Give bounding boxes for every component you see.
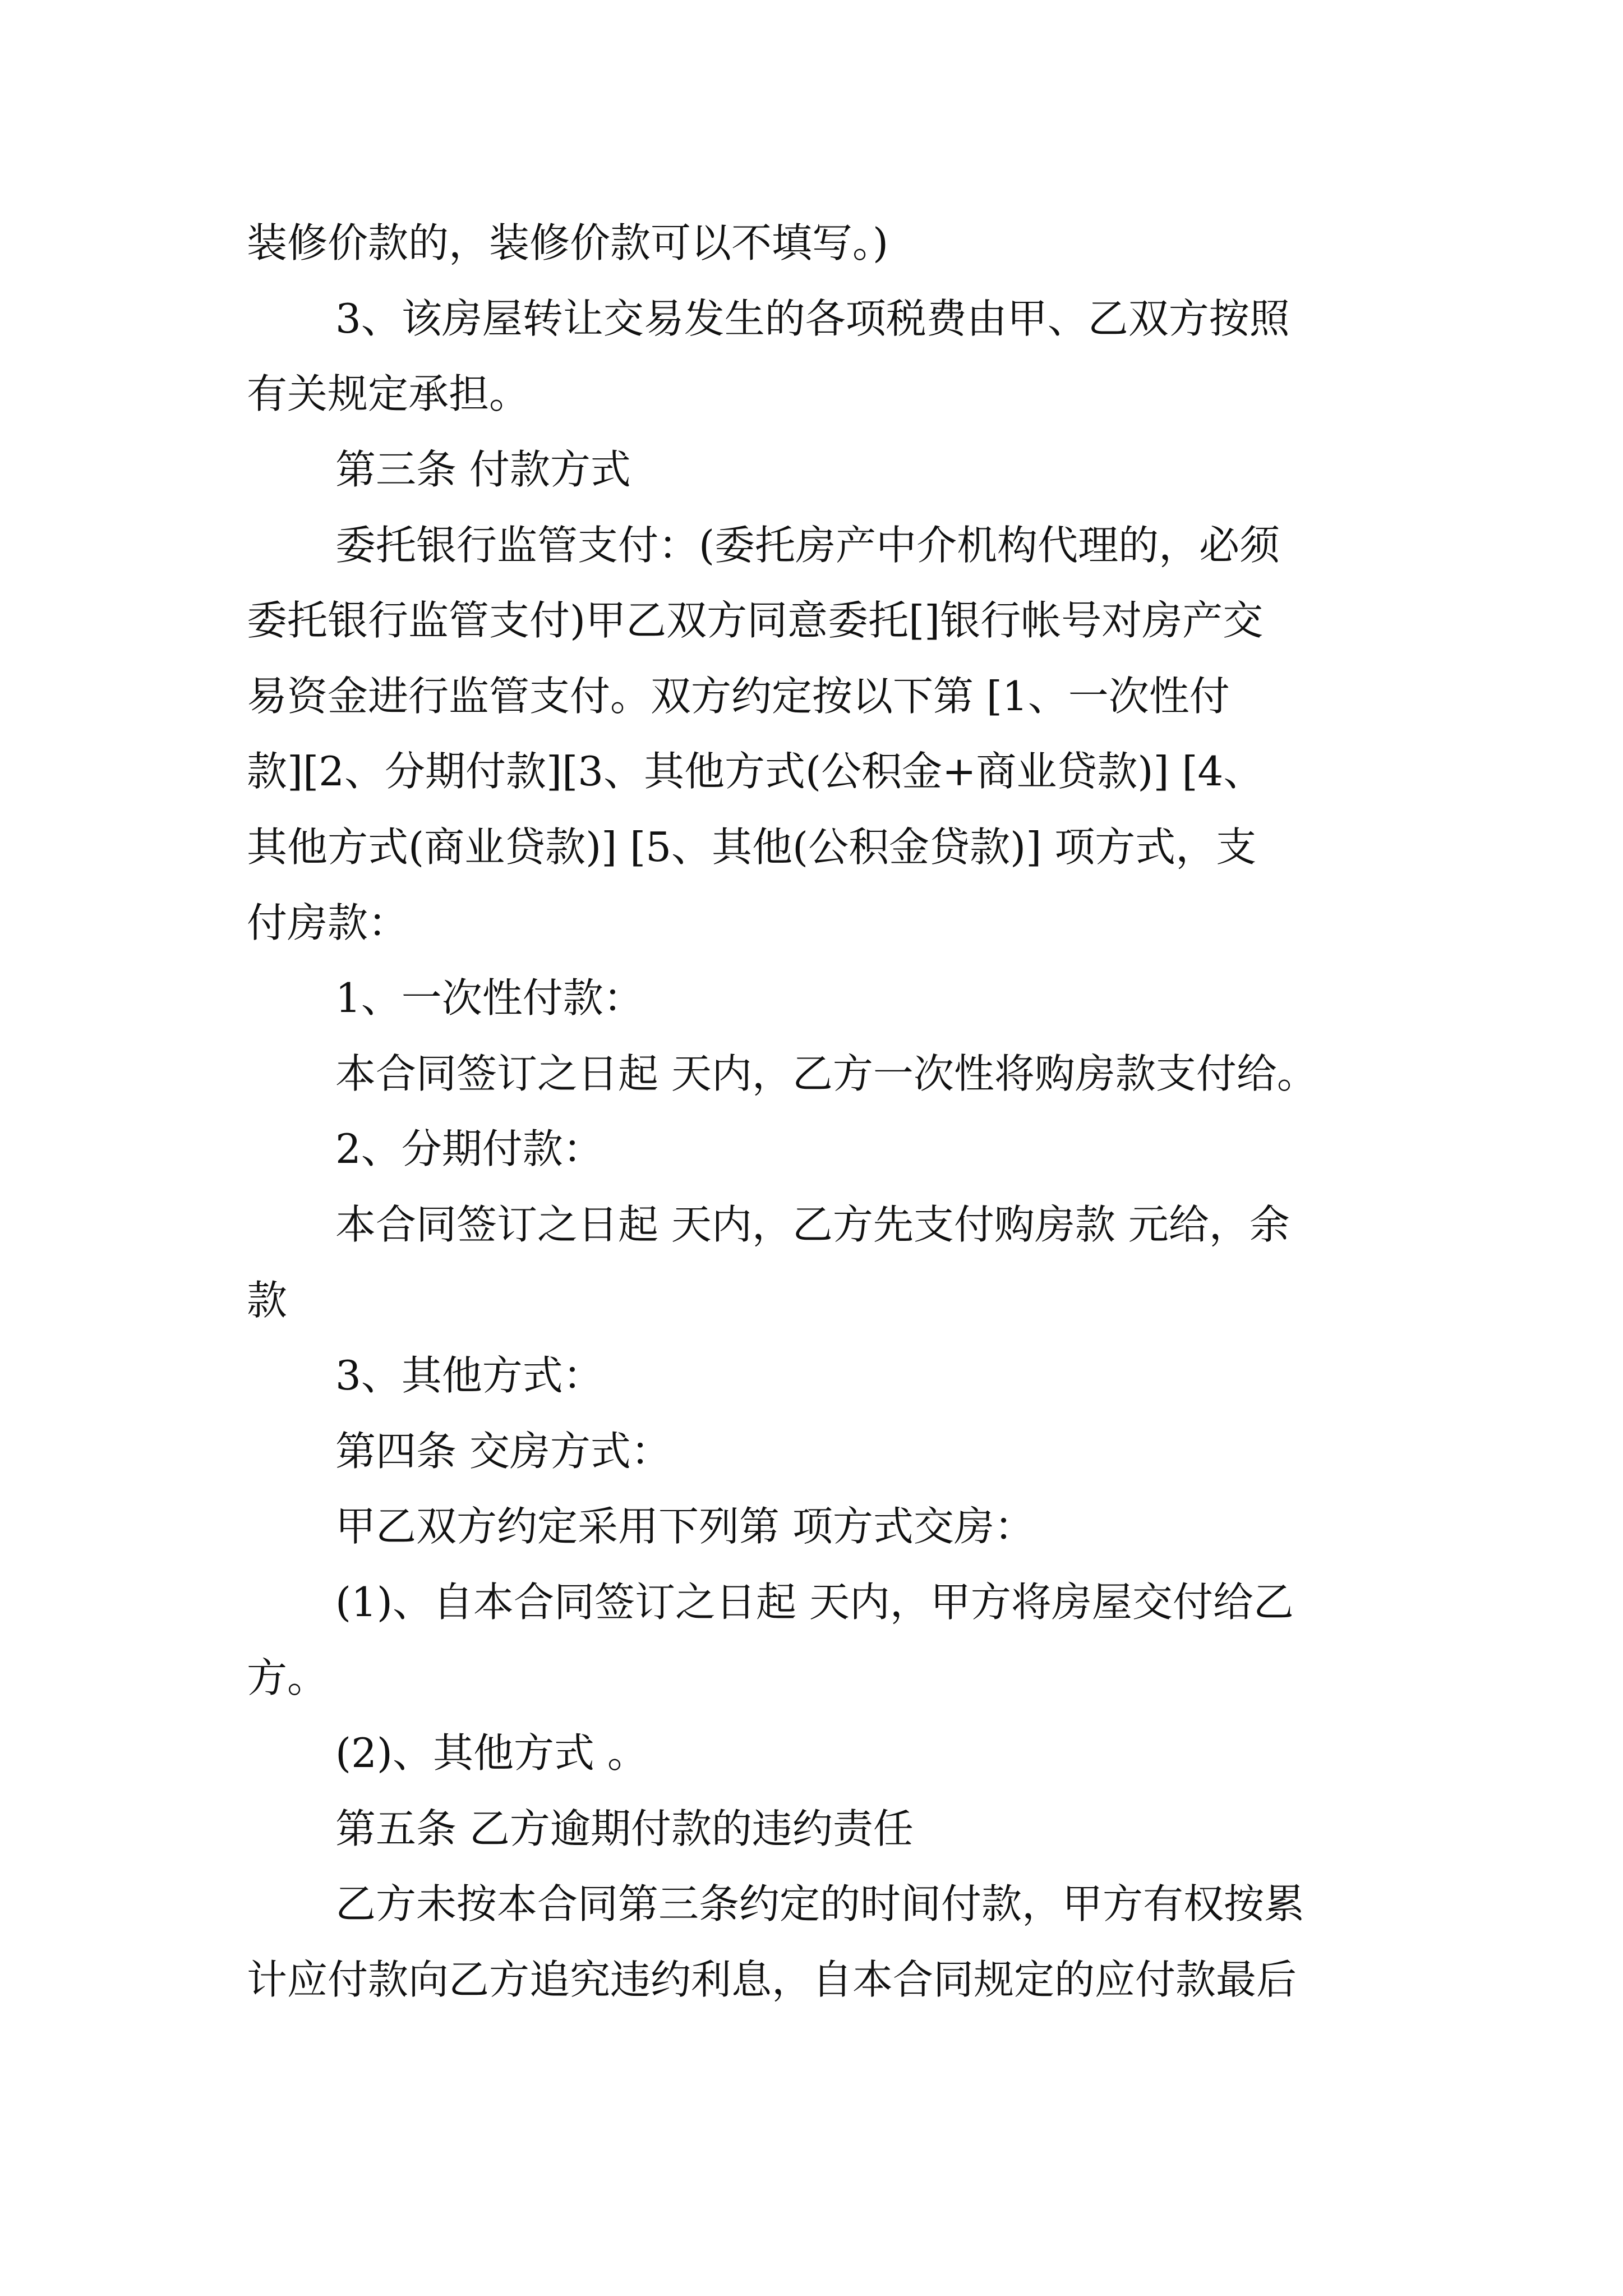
text-line-15: 款: [247, 1277, 288, 1324]
text-line-18: 甲乙双方约定采用下列第 项方式交房：: [335, 1503, 1035, 1550]
text-line-13: 2、分期付款：: [335, 1125, 603, 1172]
text-line-8: 款][2、分期付款][3、其他方式(公积金+商业贷款)] [4、: [247, 748, 1264, 795]
section-heading-3: 第三条 付款方式: [335, 446, 631, 493]
text-line-11: 1、一次性付款：: [335, 974, 644, 1022]
text-line-7: 易资金进行监管支付。双方约定按以下第 [1、一次性付: [247, 673, 1230, 720]
text-line-12: 本合同签订之日起 天内，乙方一次性将购房款支付给。: [335, 1050, 1317, 1097]
section-heading-4: 第四条 交房方式：: [335, 1428, 671, 1475]
text-line-3: 有关规定承担。: [247, 370, 530, 417]
section-heading-5: 第五条 乙方逾期付款的违约责任: [335, 1805, 914, 1852]
text-line-9: 其他方式(商业贷款)] [5、其他(公积金贷款)] 项方式，支: [247, 823, 1257, 871]
text-line-14: 本合同签订之日起 天内，乙方先支付购房款 元给，余: [335, 1201, 1290, 1248]
text-line-5: 委托银行监管支付：(委托房产中介机构代理的，必须: [335, 522, 1280, 569]
text-line-21: (2)、其他方式 。: [335, 1729, 648, 1777]
text-line-10: 付房款：: [247, 899, 409, 946]
text-line-24: 计应付款向乙方追究违约利息，自本合同规定的应付款最后: [247, 1956, 1297, 2003]
text-line-23: 乙方未按本合同第三条约定的时间付款，甲方有权按累: [335, 1880, 1305, 1927]
text-line-16: 3、其他方式：: [335, 1352, 603, 1399]
text-line-2: 3、该房屋转让交易发生的各项税费由甲、乙双方按照: [335, 295, 1290, 342]
text-line-20: 方。: [247, 1654, 328, 1701]
text-line-6: 委托银行监管支付)甲乙双方同意委托[]银行帐号对房产交: [247, 597, 1264, 644]
text-line-19: (1)、自本合同签订之日起 天内，甲方将房屋交付给乙: [335, 1579, 1294, 1626]
text-line-1: 装修价款的，装修价款可以不填写。): [247, 219, 889, 266]
